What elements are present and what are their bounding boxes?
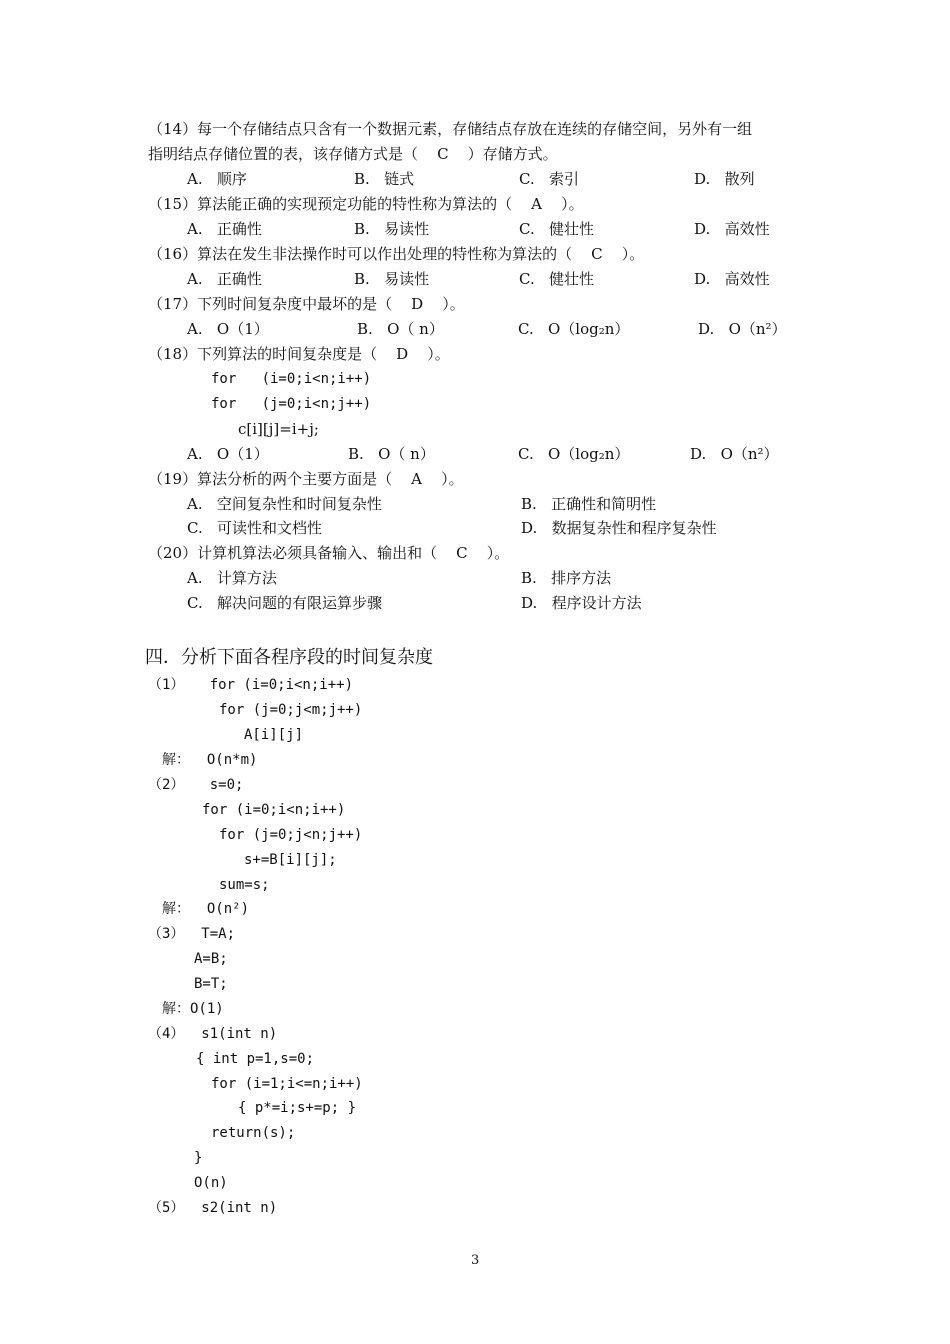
p4-line2: { int p=1,s=0; — [196, 1051, 315, 1067]
q18-code-line3: c[i][j]=i+j; — [238, 420, 319, 438]
page-number: 3 — [471, 1253, 480, 1268]
p4-line4: { p*=i;s+=p; } — [238, 1100, 357, 1116]
p5-line1: （5） s2(int n) — [148, 1200, 278, 1216]
q20-option-a: A. 计算方法 — [187, 569, 277, 587]
p2-line3: for (j=0;j<n;j++) — [219, 827, 363, 843]
p2-line2: for (i=0;i<n;i++) — [202, 802, 346, 818]
q19-option-d: D. 数据复杂性和程序复杂性 — [521, 519, 717, 537]
q14-stem-line2: 指明结点存储位置的表，该存储方式是（ C ）存储方式。 — [148, 145, 558, 163]
q16-option-d: D. 高效性 — [694, 270, 770, 288]
q17-option-c: C. O（log₂n） — [518, 320, 630, 338]
q16-option-c: C. 健壮性 — [519, 270, 595, 288]
q14-stem-line1: （14）每一个存储结点只含有一个数据元素，存储结点存放在连续的存储空间，另外有一组 — [148, 120, 753, 138]
q18-option-c: C. O（log₂n） — [518, 445, 630, 463]
q17-option-b: B. O（ n） — [357, 320, 444, 338]
q19-option-a: A. 空间复杂性和时间复杂性 — [187, 495, 382, 513]
p4-answer: O(n) — [194, 1175, 228, 1191]
q18-option-d: D. O（n²） — [690, 445, 779, 463]
q19-stem: （19）算法分析的两个主要方面是（ A ）。 — [148, 470, 464, 488]
p2-line1: （2） s=0; — [148, 777, 244, 793]
q17-option-d: D. O（n²） — [698, 320, 787, 338]
p3-line2: A=B; — [194, 951, 228, 967]
q18-code-line2: for (j=0;i<n;j++) — [211, 396, 372, 412]
q14-option-a: A. 顺序 — [187, 170, 247, 188]
section-4-heading: 四．分析下面各程序段的时间复杂度 — [145, 647, 433, 668]
q15-stem: （15）算法能正确的实现预定功能的特性称为算法的（ A ）。 — [148, 195, 584, 213]
q20-option-c: C. 解决问题的有限运算步骤 — [187, 594, 383, 612]
q18-option-a: A. O（1） — [187, 445, 269, 463]
p3-answer: 解：O(1) — [162, 1001, 224, 1017]
q20-stem: （20）计算机算法必须具备输入、输出和（ C ）。 — [148, 544, 510, 562]
p1-answer: 解： O(n*m) — [162, 752, 258, 768]
q15-option-d: D. 高效性 — [694, 220, 770, 238]
p4-line1: （4） s1(int n) — [148, 1026, 278, 1042]
p1-line1: （1） for (i=0;i<n;i++) — [148, 677, 354, 693]
p4-line3: for (i=1;i<=n;i++) — [211, 1076, 363, 1092]
p4-line6: } — [194, 1150, 203, 1166]
p3-line3: B=T; — [194, 976, 228, 992]
q14-option-b: B. 链式 — [354, 170, 415, 188]
q20-option-d: D. 程序设计方法 — [521, 594, 642, 612]
q15-option-a: A. 正确性 — [187, 220, 262, 238]
q18-code-line1: for (i=0;i<n;i++) — [211, 371, 372, 387]
q20-option-b: B. 排序方法 — [521, 569, 612, 587]
q14-option-c: C. 索引 — [519, 170, 580, 188]
q15-option-c: C. 健壮性 — [519, 220, 595, 238]
q16-option-a: A. 正确性 — [187, 270, 262, 288]
q19-option-b: B. 正确性和简明性 — [521, 495, 657, 513]
q16-stem: （16）算法在发生非法操作时可以作出处理的特性称为算法的（ C ）。 — [148, 245, 645, 263]
p1-line3: A[i][j] — [244, 727, 304, 743]
p4-line5: return(s); — [211, 1125, 296, 1141]
q15-option-b: B. 易读性 — [354, 220, 430, 238]
q17-stem: （17）下列时间复杂度中最坏的是（ D ）。 — [148, 295, 465, 313]
p2-answer: 解： O(n²) — [162, 901, 250, 917]
q18-option-b: B. O（ n） — [348, 445, 435, 463]
p2-line5: sum=s; — [219, 877, 270, 893]
p2-line4: s+=B[i][j]; — [244, 852, 337, 868]
p1-line2: for (j=0;j<m;j++) — [219, 702, 363, 718]
q18-stem: （18）下列算法的时间复杂度是（ D ）。 — [148, 345, 450, 363]
p3-line1: （3） T=A; — [148, 926, 236, 942]
q19-option-c: C. 可读性和文档性 — [187, 519, 323, 537]
q17-option-a: A. O（1） — [187, 320, 269, 338]
q16-option-b: B. 易读性 — [354, 270, 430, 288]
q14-option-d: D. 散列 — [694, 170, 755, 188]
